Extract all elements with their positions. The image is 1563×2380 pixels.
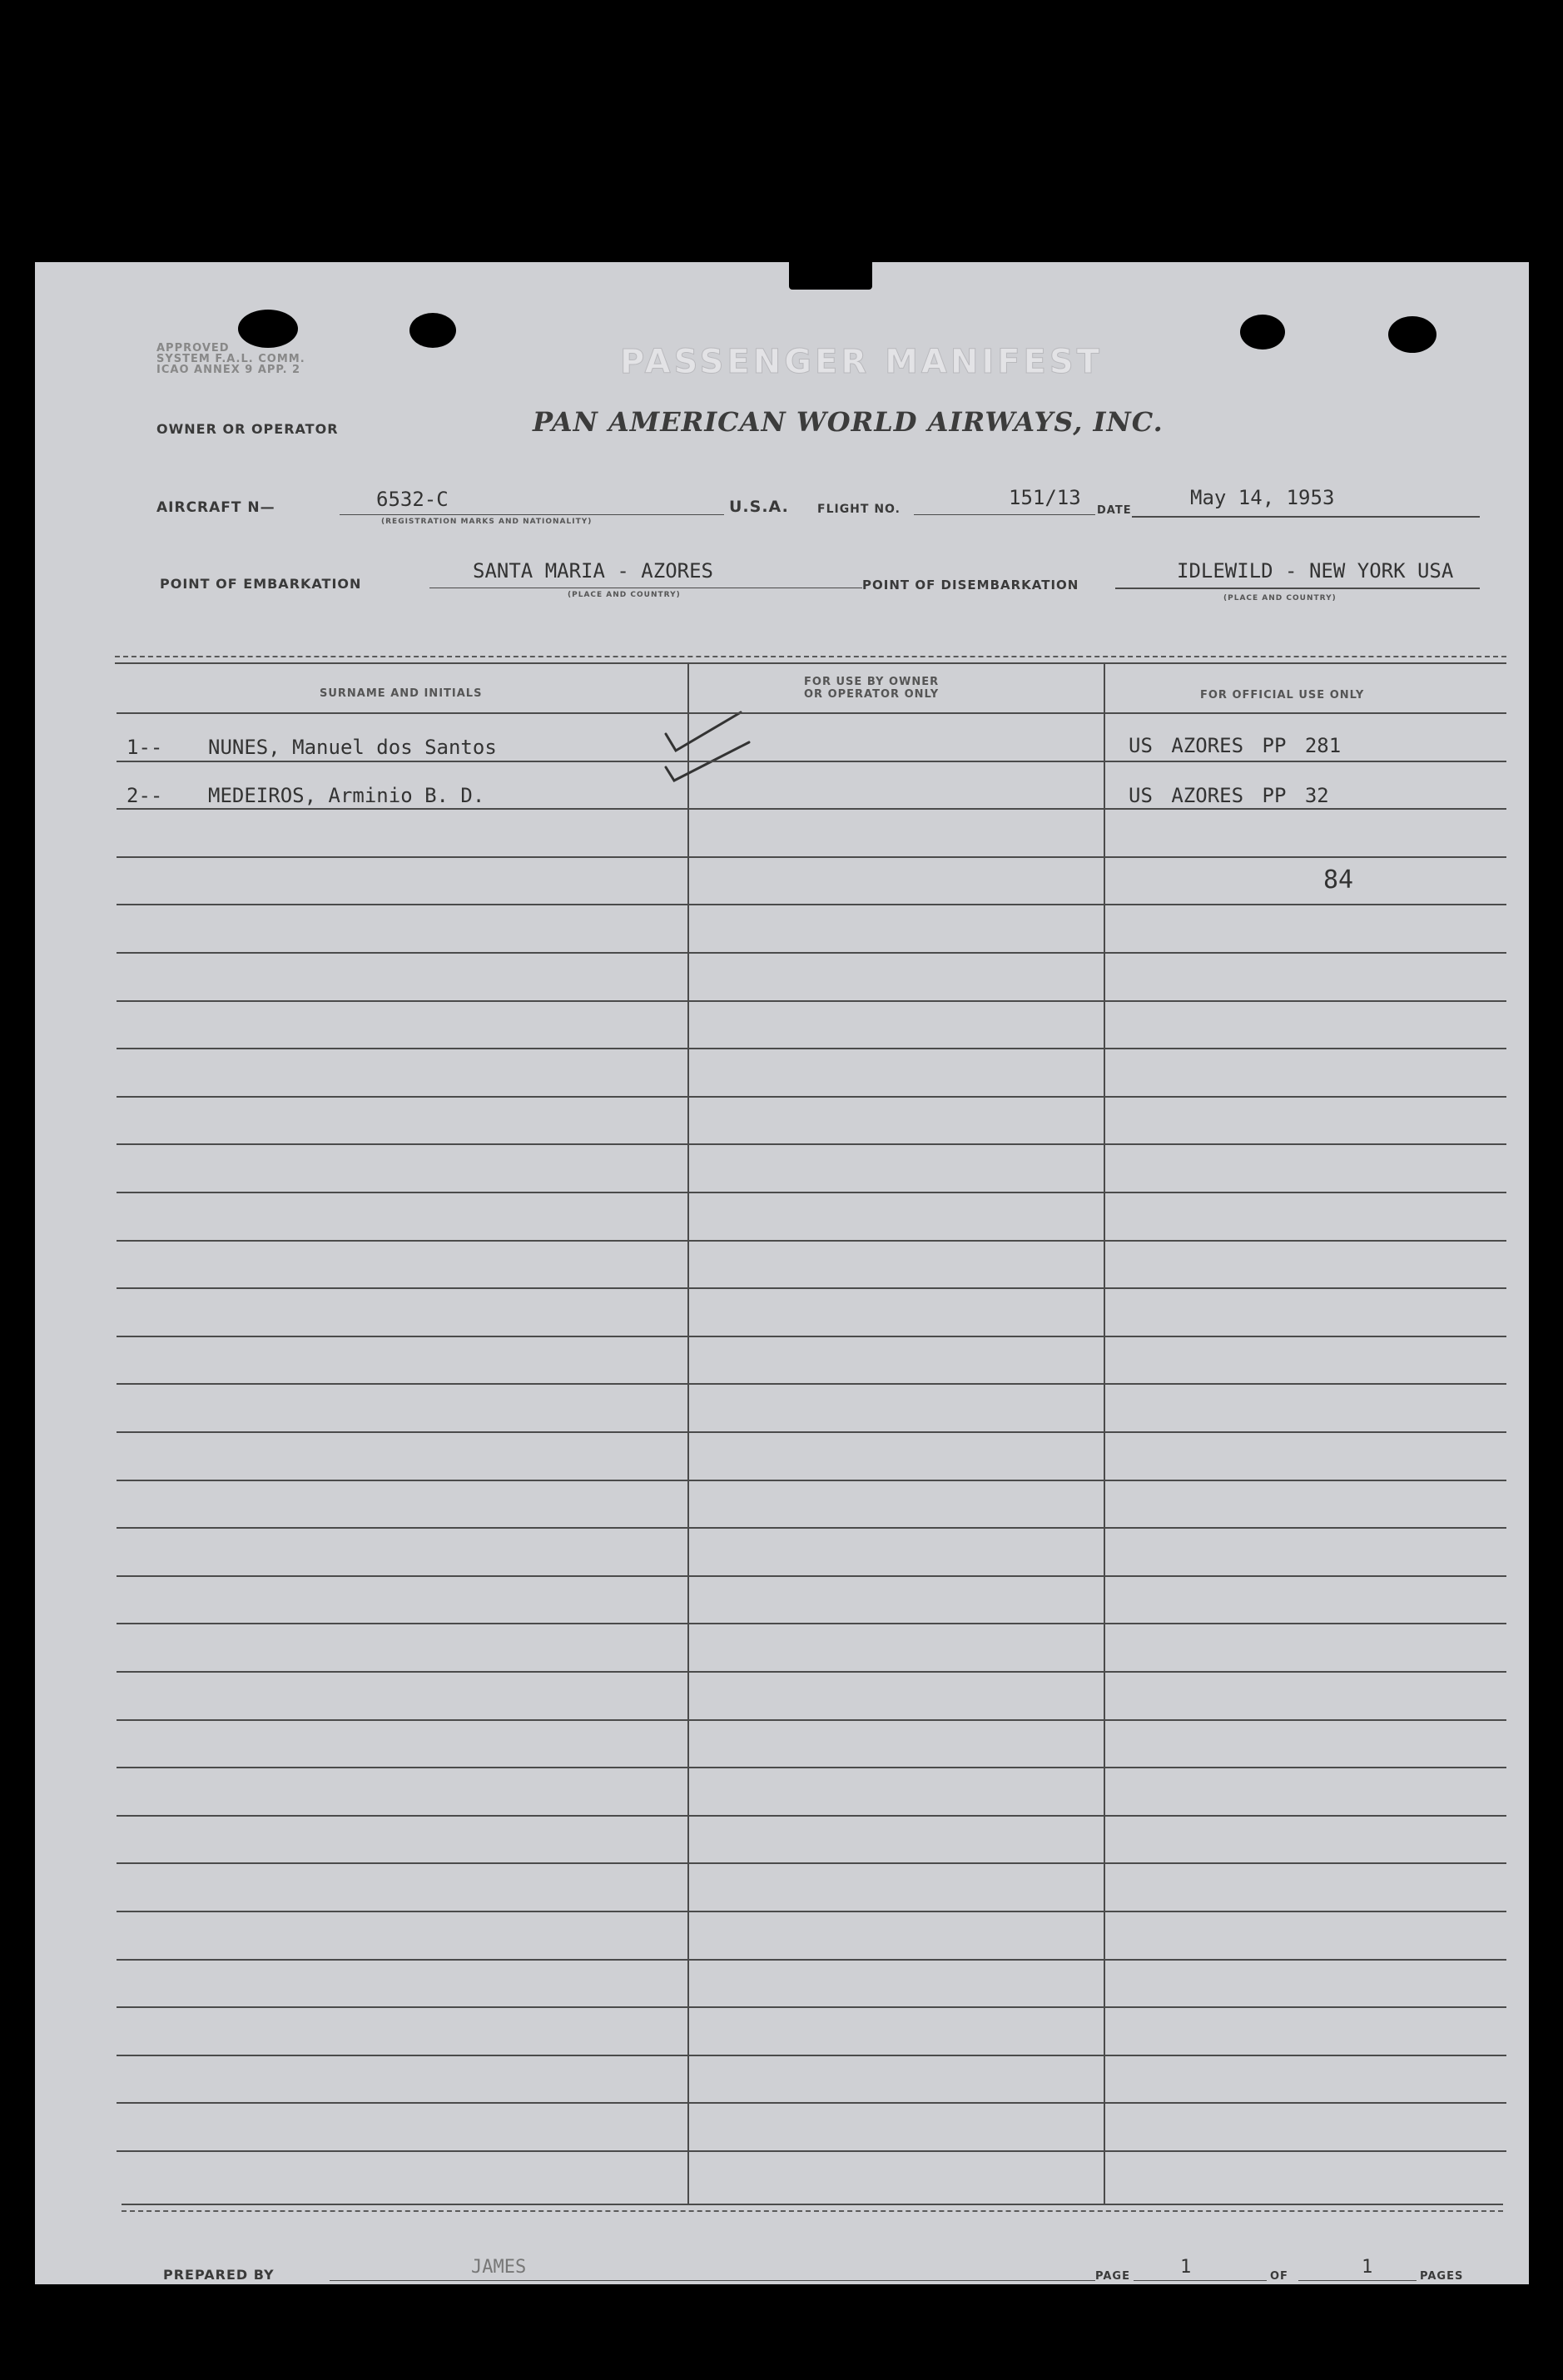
- table-row-line: [117, 1431, 1506, 1433]
- table-bottom-rule: [122, 2204, 1503, 2205]
- date-underline: [1132, 516, 1480, 518]
- col-surname-header: SURNAME AND INITIALS: [320, 687, 483, 700]
- table-row-line: [117, 904, 1506, 905]
- prepared-label: PREPARED BY: [163, 2267, 275, 2283]
- table-bottom-rule: [122, 2210, 1503, 2212]
- table-row-line: [117, 1527, 1506, 1529]
- embarkation-label: POINT OF EMBARKATION: [160, 576, 362, 592]
- approved-stamp: [156, 343, 305, 375]
- table-row-line: [117, 952, 1506, 954]
- table-row-line: [117, 1143, 1506, 1145]
- date-label: DATE: [1097, 504, 1132, 517]
- disembarkation-value: IDLEWILD - NEW YORK USA: [1177, 559, 1454, 583]
- table-row-line: [117, 2150, 1506, 2152]
- disembarkation-caption: (PLACE AND COUNTRY): [1223, 594, 1337, 602]
- official-entry: US AZORES PP 281: [1129, 734, 1342, 757]
- table-row-line: [117, 1480, 1506, 1481]
- table-row-line: [117, 761, 1506, 762]
- official-note: 84: [1323, 865, 1354, 895]
- page-label: PAGE: [1095, 2270, 1130, 2283]
- table-row-line: [117, 808, 1506, 810]
- prepared-underline: [330, 2280, 1095, 2281]
- flight-label: FLIGHT NO.: [817, 503, 901, 516]
- aircraft-caption: (REGISTRATION MARKS AND NATIONALITY): [381, 518, 593, 526]
- date-value: May 14, 1953: [1190, 486, 1335, 509]
- passenger-name: MEDEIROS, Arminio B. D.: [208, 784, 485, 807]
- column-divider: [687, 662, 689, 2204]
- table-row-line: [117, 1767, 1506, 1768]
- punch-hole: [1240, 315, 1285, 350]
- page-value: 1: [1180, 2257, 1192, 2278]
- owner-label: OWNER OR OPERATOR: [156, 421, 339, 437]
- prepared-value: JAMES: [471, 2257, 527, 2278]
- table-row-line: [117, 1671, 1506, 1673]
- table-row-line: [117, 1911, 1506, 1912]
- row-number: 2--: [127, 784, 163, 807]
- table-row-line: [117, 712, 1506, 714]
- passenger-name: NUNES, Manuel dos Santos: [208, 736, 497, 759]
- punch-hole: [409, 313, 456, 348]
- table-row-line: [117, 1096, 1506, 1098]
- table-row-line: [117, 1048, 1506, 1049]
- official-entry: US AZORES PP 32: [1129, 784, 1329, 807]
- table-row-line: [117, 1336, 1506, 1337]
- flight-underline: [914, 514, 1095, 515]
- pages-label: PAGES: [1420, 2270, 1464, 2283]
- table-row-line: [117, 1000, 1506, 1002]
- table-row-line: [117, 2102, 1506, 2104]
- approved-line: APPROVED: [156, 342, 230, 355]
- disembarkation-underline: [1115, 588, 1480, 589]
- punch-hole: [1388, 316, 1436, 353]
- nationality-label: U.S.A.: [729, 498, 789, 516]
- paper-notch: [789, 260, 872, 290]
- col-owner-header: [804, 676, 939, 701]
- aircraft-value: 6532-C: [376, 488, 449, 511]
- row-number: 1--: [127, 736, 163, 759]
- table-row-line: [117, 1240, 1506, 1242]
- operator-name: PAN AMERICAN WORLD AIRWAYS, INC.: [533, 406, 1164, 438]
- approved-line: SYSTEM F.A.L. COMM.: [156, 353, 305, 365]
- page-underline: [1134, 2280, 1267, 2281]
- table-row-line: [117, 856, 1506, 858]
- column-divider: [1104, 662, 1105, 2204]
- pages-underline: [1298, 2280, 1417, 2281]
- of-label: OF: [1270, 2270, 1288, 2283]
- check-mark-icon: [662, 739, 754, 789]
- table-row-line: [117, 1192, 1506, 1193]
- table-row-line: [117, 1862, 1506, 1864]
- embarkation-caption: (PLACE AND COUNTRY): [568, 591, 681, 599]
- table-row-line: [117, 2055, 1506, 2056]
- table-row-line: [117, 1287, 1506, 1289]
- table-row-line: [117, 2006, 1506, 2008]
- embarkation-value: SANTA MARIA - AZORES: [473, 559, 713, 583]
- approved-line: ICAO ANNEX 9 APP. 2: [156, 364, 301, 376]
- col-official-header: FOR OFFICIAL USE ONLY: [1200, 689, 1365, 702]
- col-owner-header-line: FOR USE BY OWNER: [804, 676, 940, 688]
- table-top-rule: [115, 662, 1506, 664]
- table-row-line: [117, 1959, 1506, 1961]
- col-owner-header-line: OR OPERATOR ONLY: [804, 688, 940, 701]
- table-row-line: [117, 1815, 1506, 1817]
- table-row-line: [117, 1719, 1506, 1721]
- aircraft-label: AIRCRAFT N—: [156, 499, 275, 516]
- table-row-line: [117, 1575, 1506, 1577]
- table-row-line: [117, 1623, 1506, 1624]
- page-title: PASSENGER MANIFEST: [620, 343, 1103, 381]
- table-row-line: [117, 1383, 1506, 1385]
- disembarkation-label: POINT OF DISEMBARKATION: [862, 578, 1079, 593]
- aircraft-underline: [340, 514, 724, 515]
- flight-value: 151/13: [1009, 486, 1081, 509]
- table-top-rule: [115, 656, 1506, 657]
- pages-value: 1: [1362, 2257, 1373, 2278]
